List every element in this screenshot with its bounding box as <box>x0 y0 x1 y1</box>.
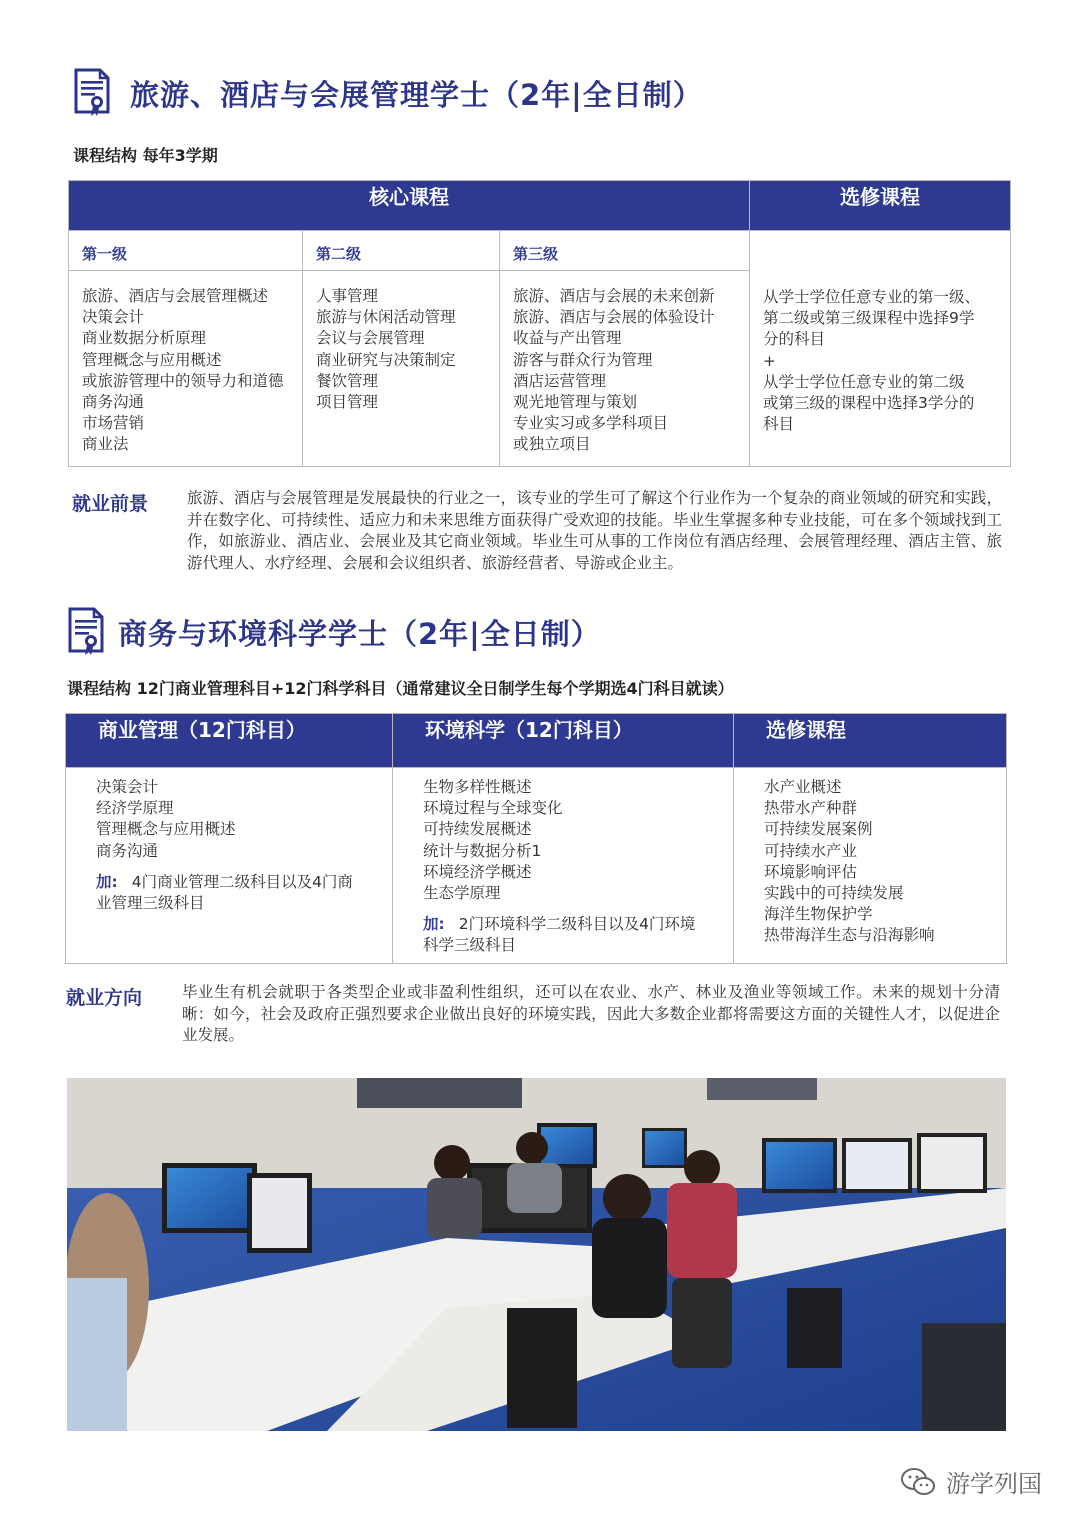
business-management-courses <box>66 768 393 964</box>
course-item: 决策会计 <box>96 778 159 796</box>
course-item: 环境经济学概述 <box>423 862 532 881</box>
course-item: 管理概念与应用概述 <box>82 350 222 369</box>
course-item: 观光地管理与策划 <box>513 393 638 412</box>
course-item: 商业法 <box>82 435 129 454</box>
course-item: 人事管理 <box>316 287 379 305</box>
course-item: 实践中的可持续发展 <box>764 884 904 903</box>
course-item: 管理概念与应用概述 <box>96 820 236 839</box>
certificate-icon <box>72 68 112 118</box>
course-item: 或独立项目 <box>513 435 591 454</box>
course-item: 可持续发展案例 <box>764 820 873 839</box>
level-1-label: 第一级 <box>69 231 303 271</box>
certificate-icon <box>66 607 106 657</box>
course-item: 酒店运营管理 <box>513 371 607 390</box>
section2-career-text: 毕业生有机会就职于各类型企业或非盈利性组织，还可以在农业、水产、林业及渔业等领域工作。未来的规划十分清晰：如今，社会及政府正强烈要求企业做出良好的环境实践，因此大多数企业都将需要这方面的关键性人才，以促进企业发展。 <box>182 983 1000 1044</box>
plus-label: 加: <box>96 872 118 891</box>
business-management-header: 商业管理（12门科目） <box>66 714 393 768</box>
course-item: 游客与群众行为管理 <box>513 350 653 369</box>
course-item: 海洋生物保护学 <box>764 905 873 924</box>
electives-header: 选修课程 <box>734 714 1007 768</box>
elective-line: 科目 <box>763 415 795 434</box>
level-3-courses <box>500 271 750 467</box>
elective-line: 从学士学位任意专业的第二级 <box>763 372 965 391</box>
level-2-label: 第二级 <box>303 231 500 271</box>
section2-title-block <box>66 607 601 657</box>
course-item: 统计与数据分析1 <box>423 841 542 860</box>
course-item: 环境过程与全球变化 <box>423 799 563 818</box>
course-item: 环境影响评估 <box>764 862 858 881</box>
course-item: 热带水产种群 <box>764 799 858 818</box>
section1-course-table <box>68 180 1011 467</box>
environmental-science-header: 环境科学（12门科目） <box>393 714 734 768</box>
section1-structure: 课程结构 每年3学期 <box>73 146 218 165</box>
section2-structure: 课程结构 12门商业管理科目+12门科学科目（通常建议全日制学生每个学期选4门科目就读） <box>67 679 734 698</box>
course-item: 旅游与休闲活动管理 <box>316 308 456 327</box>
level-2-courses <box>303 271 500 467</box>
watermark-text: 游学列国 <box>946 1470 1042 1498</box>
plus-text: 2门环境科学二级科目以及4门环境科学三级科目 <box>423 915 696 955</box>
course-item: 决策会计 <box>82 308 145 327</box>
course-item: 会议与会展管理 <box>316 329 425 348</box>
wechat-icon <box>900 1467 936 1497</box>
course-item: 专业实习或多学科项目 <box>513 414 669 433</box>
watermark <box>900 1464 1042 1499</box>
section2-course-table <box>65 713 1007 964</box>
course-item: 市场营销 <box>82 414 145 433</box>
course-item: 商务沟通 <box>96 841 159 860</box>
course-item: 或旅游管理中的领导力和道德 <box>82 371 284 390</box>
course-item: 可持续水产业 <box>764 841 858 860</box>
course-item: 旅游、酒店与会展的未来创新 <box>513 287 715 305</box>
elective-plus: + <box>763 351 776 370</box>
course-item: 商业数据分析原理 <box>82 329 207 348</box>
section1-career-label: 就业前景 <box>72 493 149 515</box>
course-item: 旅游、酒店与会展管理概述 <box>82 287 269 305</box>
computer-lab-illustration <box>67 1078 1006 1431</box>
section1-title: 旅游、酒店与会展管理学士（2年|全日制） <box>130 77 703 112</box>
level-1-courses <box>69 271 303 467</box>
course-item: 热带海洋生态与沿海影响 <box>764 926 935 945</box>
elective-line: 或第三级的课程中选择3学分的 <box>763 394 975 413</box>
course-item: 商务沟通 <box>82 393 145 412</box>
course-item: 商业研究与决策制定 <box>316 350 456 369</box>
course-item: 收益与产出管理 <box>513 329 622 348</box>
section1-career-text: 旅游、酒店与会展管理是发展最快的行业之一，该专业的学生可了解这个行业作为一个复杂的商业领域的研究和实践，并在数字化、可持续性、适应力和未来思维方面获得广受欢迎的技能。毕业生掌握多种专业技能，可在多个领域找到工作，如旅游业、酒店业、会展业及其它商业领域。毕业生可从事的工作岗位有酒店经理、会展管理经理、酒店主管、旅游代理人、水疗经理、会展和会议组织者、旅游经营者、导游或企业主。 <box>187 489 1002 572</box>
environmental-science-courses <box>393 768 734 964</box>
section2-career-label: 就业方向 <box>66 987 143 1009</box>
level-3-label: 第三级 <box>500 231 750 271</box>
plus-label: 加: <box>423 915 445 934</box>
plus-text: 4门商业管理二级科目以及4门商业管理三级科目 <box>96 872 353 913</box>
elective-line: 从学士学位任意专业的第一级、 <box>763 288 981 306</box>
plus-requirement <box>423 914 698 956</box>
plus-requirement <box>96 872 356 914</box>
course-item: 生态学原理 <box>423 884 501 903</box>
elective-courses-header: 选修课程 <box>750 181 1011 231</box>
course-item: 项目管理 <box>316 393 379 412</box>
course-item: 经济学原理 <box>96 799 174 818</box>
elective-courses <box>734 768 1007 964</box>
section1-title-block <box>72 68 703 118</box>
course-item: 生物多样性概述 <box>423 778 532 796</box>
section2-title: 商务与环境科学学士（2年|全日制） <box>118 616 601 651</box>
course-item: 可持续发展概述 <box>423 820 532 839</box>
course-item: 旅游、酒店与会展的体验设计 <box>513 308 715 327</box>
core-courses-header: 核心课程 <box>69 181 750 231</box>
computer-lab-photo <box>67 1078 1006 1431</box>
course-item: 餐饮管理 <box>316 371 379 390</box>
elective-requirements <box>750 231 1011 467</box>
elective-line: 分的科目 <box>763 330 826 349</box>
elective-line: 第二级或第三级课程中选择9学 <box>763 309 975 328</box>
course-item: 水产业概述 <box>764 778 842 796</box>
